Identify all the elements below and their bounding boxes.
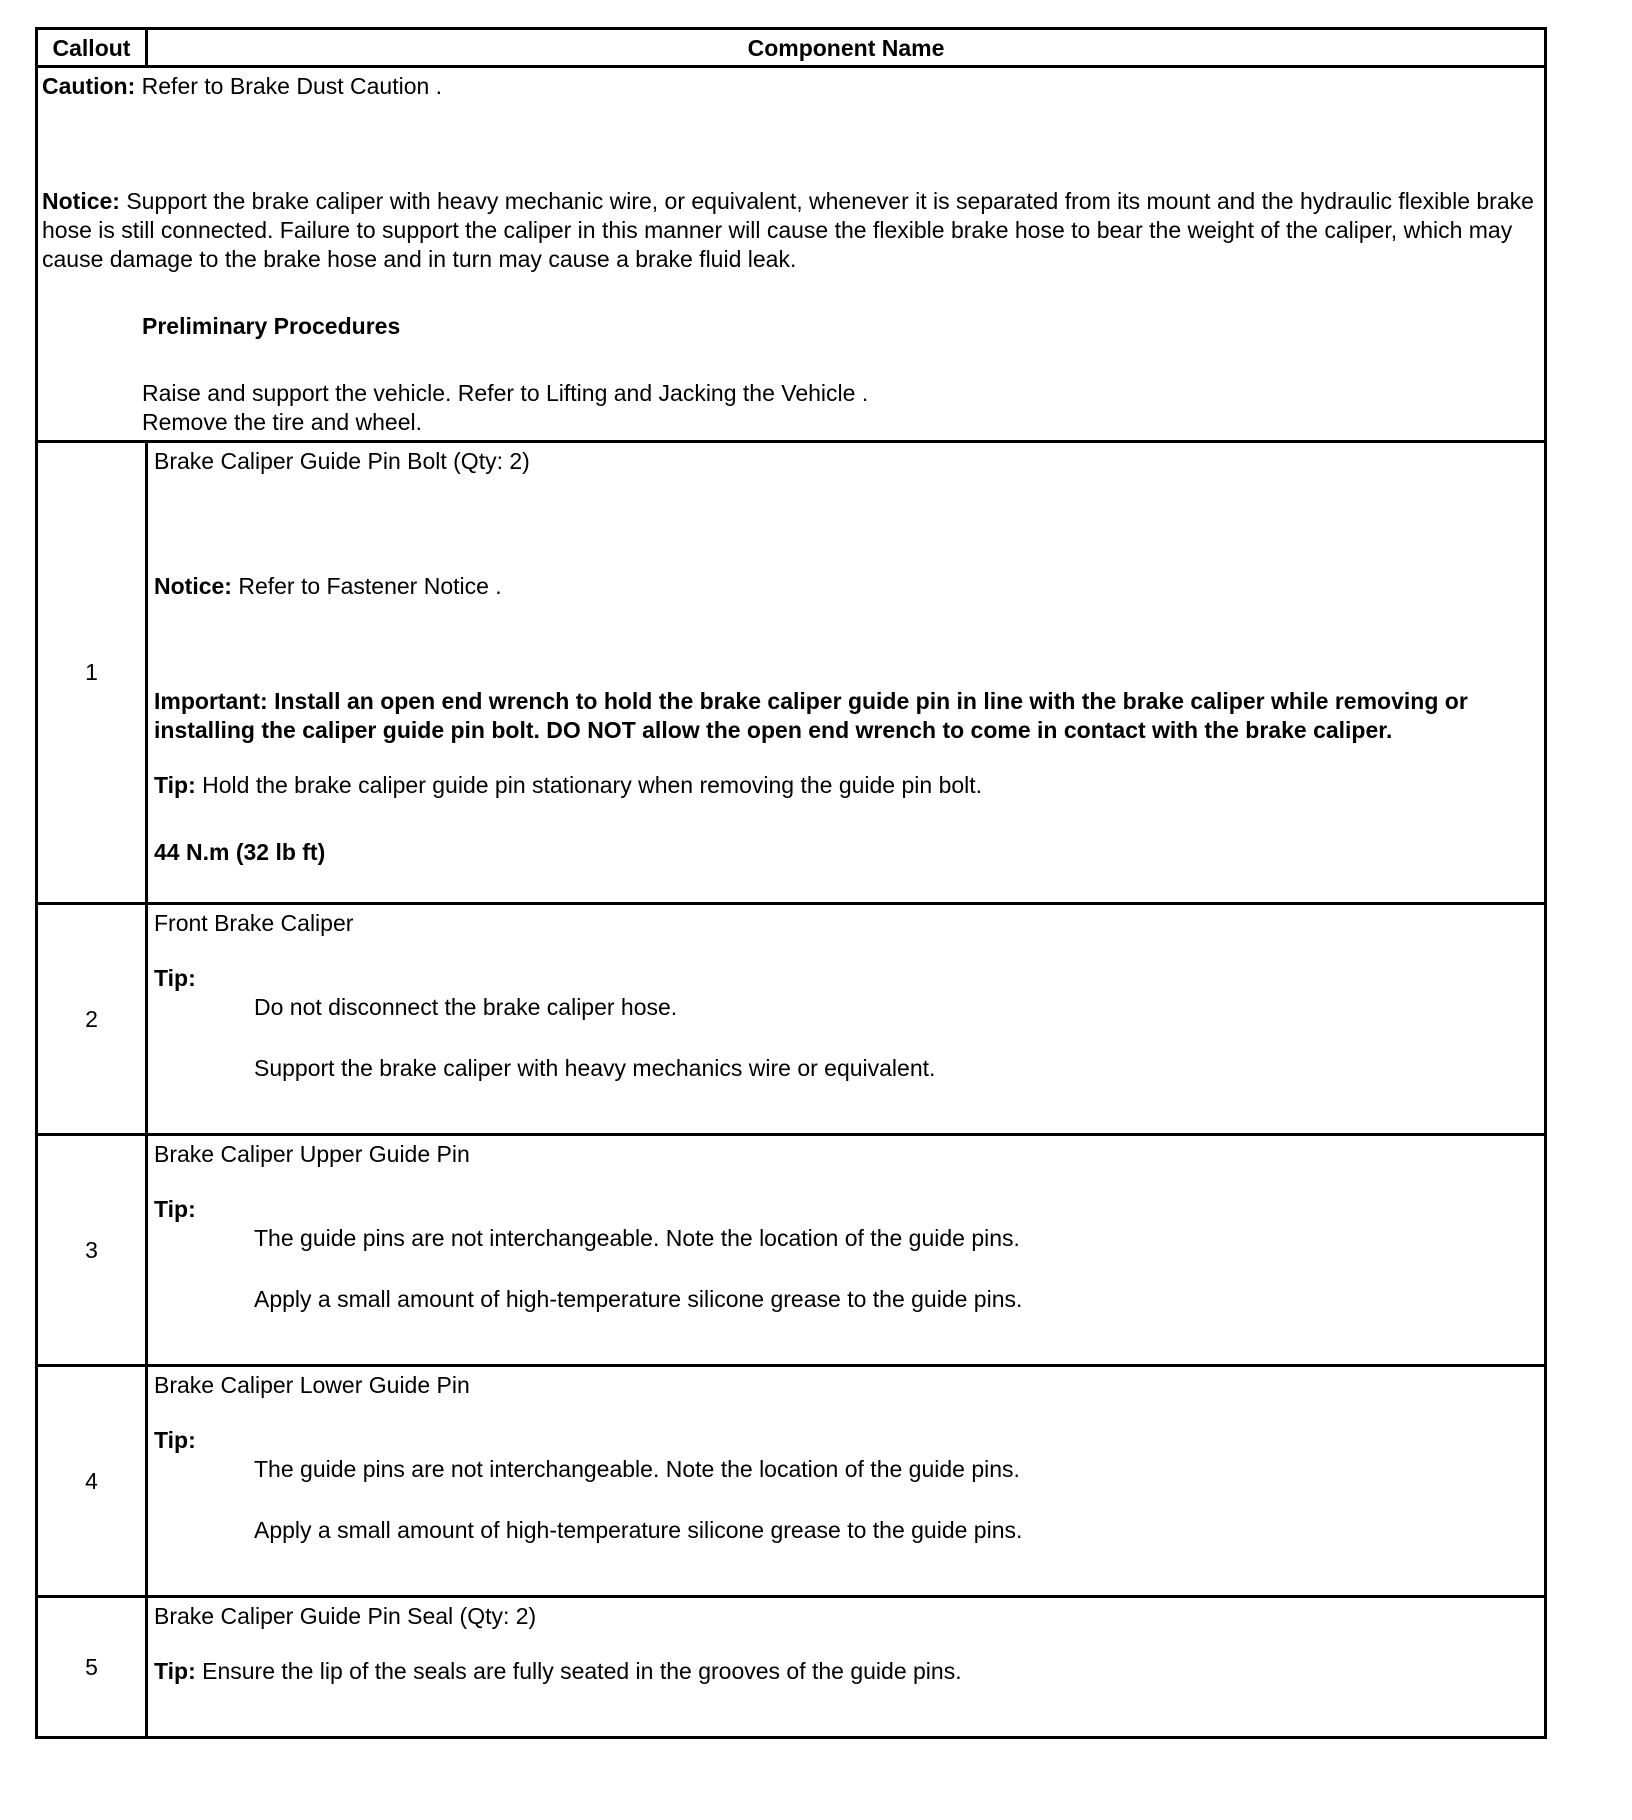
tip-label: Tip: [154,772,196,798]
tip-item: The guide pins are not interchangeable. Note the location of the guide pins. [254,1456,1020,1482]
table-row [38,1364,1544,1595]
tip-item: Support the brake caliper with heavy mechanics wire or equivalent. [254,1055,936,1081]
tip-item: Apply a small amount of high-temperature silicone grease to the guide pins. [254,1517,1023,1543]
torque-spec: 44 N.m (32 lb ft) [154,839,326,865]
row-content [148,1367,1544,1595]
component-title: Brake Caliper Lower Guide Pin [154,1372,470,1398]
notice-line [154,572,1538,601]
intro-row [38,65,1544,440]
callout-number: 2 [38,905,148,1133]
tip-line [154,771,1538,800]
tip-item: The guide pins are not interchangeable. Note the location of the guide pins. [254,1225,1020,1251]
tip-item: Do not disconnect the brake caliper hose. [254,994,678,1020]
preliminary-step: Remove the tire and wheel. [142,409,422,435]
tip-label: Tip: [154,1427,196,1453]
row-content [148,1136,1544,1364]
row-content [148,1598,1544,1736]
notice-paragraph [42,187,1540,274]
callout-number: 3 [38,1136,148,1364]
procedure-table [35,27,1547,1739]
table-row [38,1133,1544,1364]
tip-item: Apply a small amount of high-temperature silicone grease to the guide pins. [254,1286,1023,1312]
row-content [148,443,1544,902]
tip-line [154,1657,1538,1686]
important-label: Important: [154,688,268,714]
tip-label: Tip: [154,965,196,991]
callout-number: 5 [38,1598,148,1736]
notice-text: Support the brake caliper with heavy mechanic wire, or equivalent, whenever it is separated from its mount and the hydraulic flexible brake hose is still connected. Failure to support the caliper in this manner will cause the flexible brake hose to bear the weight of the caliper, which may cause damage to the brake hose and in turn may cause a brake fluid leak. [42,188,1534,272]
notice-text: Refer to Fastener Notice . [238,573,502,599]
caution-line [42,72,1540,101]
table-row [38,1595,1544,1736]
table-row [38,902,1544,1133]
tip-label: Tip: [154,1196,196,1222]
component-title: Brake Caliper Guide Pin Bolt (Qty: 2) [154,448,530,474]
tip-label: Tip: [154,1658,196,1684]
table-row [38,440,1544,902]
tip-text: Hold the brake caliper guide pin stationary when removing the guide pin bolt. [202,772,983,798]
important-paragraph [154,687,1538,745]
notice-label: Notice: [42,188,120,214]
important-text: Install an open end wrench to hold the brake caliper guide pin in line with the brake caliper while removing or installing the caliper guide pin bolt. DO NOT allow the open end wrench to come in contact with the brake caliper. [154,688,1468,743]
tip-text: Ensure the lip of the seals are fully seated in the grooves of the guide pins. [202,1658,962,1684]
callout-number: 4 [38,1367,148,1595]
component-name-header: Component Name [747,35,945,61]
caution-text: Refer to Brake Dust Caution . [141,73,443,99]
caution-label: Caution: [42,73,136,99]
table-header [38,30,1544,65]
preliminary-title: Preliminary Procedures [142,313,401,339]
component-title: Front Brake Caliper [154,910,354,936]
callout-number: 1 [38,443,148,902]
preliminary-step: Raise and support the vehicle. Refer to Lifting and Jacking the Vehicle . [142,380,869,406]
row-content [148,905,1544,1133]
component-title: Brake Caliper Guide Pin Seal (Qty: 2) [154,1603,537,1629]
intro-content [38,68,1544,440]
callout-header: Callout [38,30,148,65]
notice-label: Notice: [154,573,232,599]
component-title: Brake Caliper Upper Guide Pin [154,1141,470,1167]
